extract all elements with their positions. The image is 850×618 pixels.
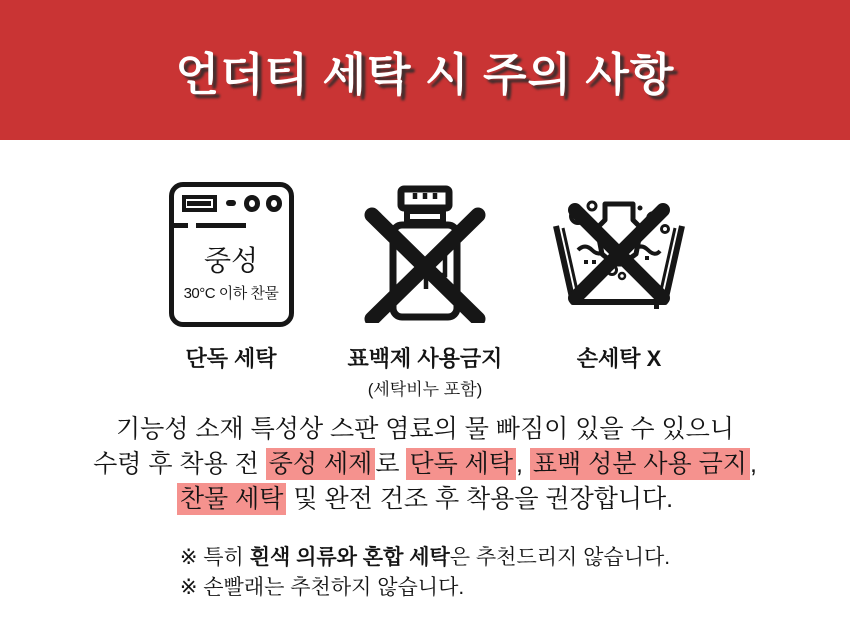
no-handwash-icon bbox=[548, 198, 690, 310]
icon-area bbox=[548, 180, 690, 328]
notice-text: , bbox=[749, 450, 757, 478]
machine-display bbox=[182, 195, 217, 212]
page-title: 언더티 세탁 시 주의 사항 bbox=[175, 48, 675, 100]
care-item-separate-wash bbox=[134, 180, 328, 373]
washing-machine-controls bbox=[174, 187, 289, 212]
care-label-separate-wash: 단독 세탁 bbox=[185, 346, 277, 371]
notice-text: 및 완전 건조 후 착용을 권장합니다. bbox=[286, 485, 674, 513]
care-sublabel-no-bleach: (세탁비누 포함) bbox=[367, 380, 483, 399]
notice-text: , bbox=[515, 450, 530, 478]
machine-text-main: 중성 bbox=[203, 244, 259, 276]
notice-highlight-cold-wash: 찬물 세탁 bbox=[177, 483, 287, 515]
notice-highlight-neutral-detergent: 중성 세제 bbox=[266, 448, 376, 480]
care-item-no-bleach bbox=[328, 180, 522, 400]
care-item-no-handwash bbox=[522, 180, 716, 373]
note-text: ※ 특히 bbox=[179, 546, 250, 569]
notice-paragraph bbox=[0, 412, 850, 517]
icon-area bbox=[364, 180, 486, 328]
note-no-mixed-wash bbox=[180, 543, 670, 573]
notice-text: 수령 후 착용 전 bbox=[93, 450, 266, 478]
machine-dash bbox=[226, 200, 236, 206]
notice-highlight-no-bleach: 표백 성분 사용 금지 bbox=[530, 448, 750, 480]
note-no-handwash: ※ 손빨래는 추천하지 않습니다. bbox=[179, 576, 465, 599]
care-label-no-bleach: 표백제 사용금지 bbox=[347, 346, 503, 371]
notice-text: 기능성 소재 특성상 스판 염료의 물 빠짐이 있을 수 있으니 bbox=[116, 415, 734, 443]
care-icons-row bbox=[0, 180, 850, 400]
notice-highlight-separate-wash: 단독 세탁 bbox=[406, 448, 516, 480]
machine-text bbox=[174, 239, 289, 303]
machine-separator bbox=[174, 223, 188, 228]
washing-machine-icon bbox=[169, 182, 294, 327]
notice-line-3 bbox=[0, 482, 850, 517]
notice-text: 로 bbox=[375, 450, 407, 478]
icon-area bbox=[169, 180, 294, 328]
machine-knob bbox=[244, 195, 260, 212]
machine-text-sub: 30°C 이하 찬물 bbox=[183, 284, 279, 302]
note-bold-text: 흰색 의류와 혼합 세탁 bbox=[249, 546, 450, 569]
notice-line-1 bbox=[0, 412, 850, 447]
note-text: 은 추천드리지 않습니다. bbox=[449, 546, 671, 569]
care-label-no-handwash: 손세탁 X bbox=[576, 346, 662, 371]
no-bleach-icon bbox=[364, 185, 486, 323]
header-banner bbox=[0, 0, 850, 140]
machine-knob bbox=[266, 195, 282, 212]
notice-line-2 bbox=[0, 447, 850, 482]
machine-separator bbox=[196, 223, 246, 228]
notes-block bbox=[180, 543, 670, 603]
